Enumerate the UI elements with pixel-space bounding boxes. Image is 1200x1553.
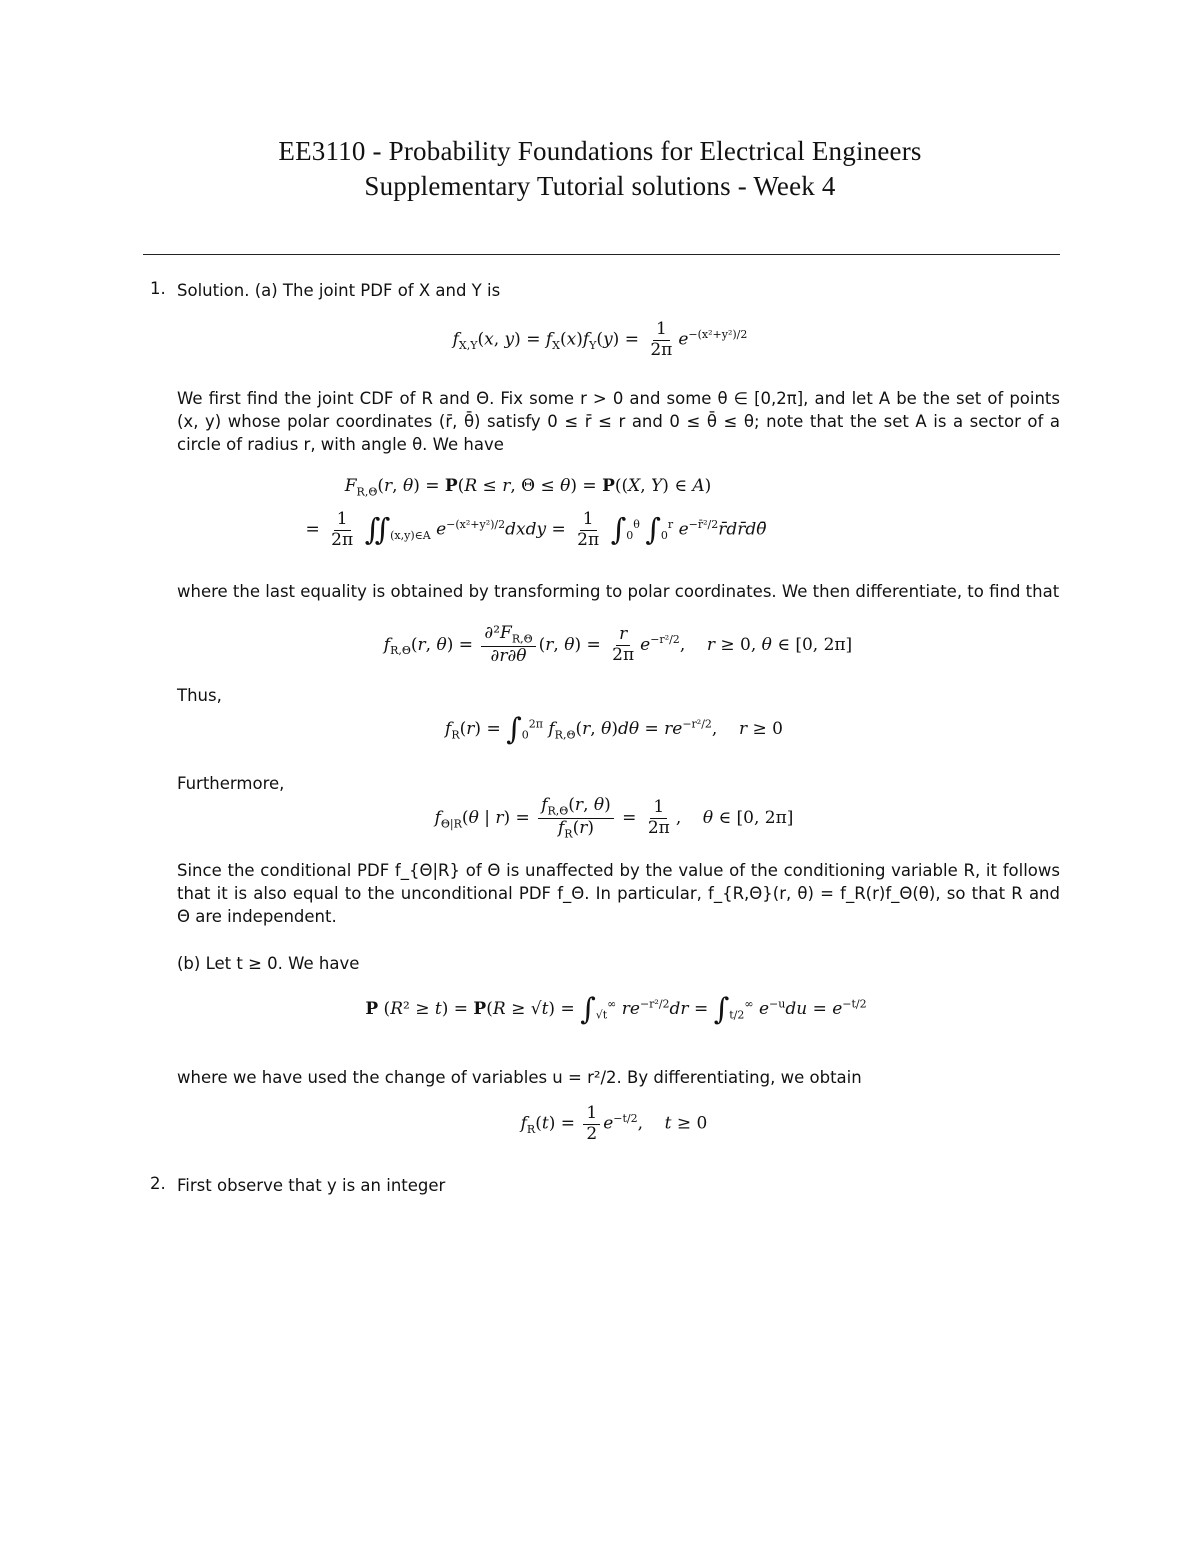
equation-joint-pdf: $f_{X,Y}(x$, $y) = f_X(x)f_Y(y)$ = $\frac{1}{2\pi}$ $e^{-(x^2+y^2)/2}$ — [452, 319, 748, 360]
equation-joint-density: $f_{R,\Theta}(r$, θ) = $\frac{\partial^2F_{R,\Theta}}{\partial r\partial\theta}$ (r, θ) = $\frac{r}{2\pi}$ $e^{-r^2/2}$, r ≥ 0, θ ∈ [0, 2π] — [383, 623, 853, 667]
problem-2-text: First observe that y is an integer — [177, 1176, 446, 1195]
paragraph-independence: Since the conditional PDF f_{Θ|R} of Θ is unaffected by the value of the conditioning variable R, it follows that it is also equal to the unconditional PDF f_Θ. In particular, f_{R,Θ}(r, θ) = f_R(r)f_Θ(θ), so that R and Θ are independent. — [177, 861, 1060, 926]
document-subtitle: Supplementary Tutorial solutions - Week 4 — [364, 171, 836, 201]
equation-conditional: $f_{\Theta|R}(\theta$ | r) = $\frac{f_{R,\Theta}(r, \theta)}{f_R(r)}$ = $\frac{1}{2\pi}$ , θ ∈ [0, 2π] — [434, 795, 794, 841]
problem-2-number: 2. — [150, 1174, 166, 1193]
equation-cdf-line-1: $F_{R,\Theta}(r$, θ) = P(R ≤ r, Θ ≤ θ) = P((X, Y) ∈ A) — [344, 476, 712, 499]
paragraph-change-of-variables: where we have used the change of variables u = r²/2. By differentiating, we obtain — [177, 1068, 862, 1087]
title-divider — [143, 254, 1060, 255]
equation-marginal-r: $f_R(r) = \int_0^{2\pi}$ $f_{R,\Theta}(r$, $\theta)d\theta = re^{-r^2/2}$, r ≥ 0 — [445, 712, 783, 747]
part-b-intro: (b) Let t ≥ 0. We have — [177, 954, 360, 973]
paragraph-polar: where the last equality is obtained by transforming to polar coordinates. We then differentiate, to find that — [177, 582, 1060, 601]
text-thus: Thus, — [177, 686, 222, 705]
problem-1-number: 1. — [150, 279, 166, 298]
paragraph-joint-cdf: We first find the joint CDF of R and Θ. Fix some r > 0 and some θ ∈ [0,2π], and let A be the set of points (x, y) whose polar coordinates (r̄, θ̄) satisfy 0 ≤ r̄ ≤ r and 0 ≤ θ̄ ≤ θ; note that the set A is a sector of a circle of radius r, with angle θ. We have — [177, 389, 1060, 454]
equation-tail-probability: P $(R^2 \ge t) = P(R \ge √t) = \int_{√t}^\infty$ $re^{-r^2/2}dr = \int_{t/2}^\infty$ $e^{-u}du = e^{-t/2}$ — [365, 992, 867, 1027]
document-title: EE3110 - Probability Foundations for Electrical Engineers — [278, 136, 922, 166]
equation-cdf-line-2: = $\frac{1}{2\pi}$ $∬_{(x,y)\in A}$ $e^{-(x^2+y^2)/2}dxdy$ = $\frac{1}{2\pi}$ $\int_0^\theta$ $\int_0^r$ $e^{-r̄^2/2}r̄dr̄d\thetā$ — [305, 509, 767, 550]
equation-density-t: $f_R(t)$ = $\frac{1}{2}$ $e^{-t/2}$, t ≥ 0 — [520, 1103, 708, 1144]
problem-1-intro: Solution. (a) The joint PDF of X and Y is — [177, 281, 501, 300]
text-furthermore: Furthermore, — [177, 774, 285, 793]
